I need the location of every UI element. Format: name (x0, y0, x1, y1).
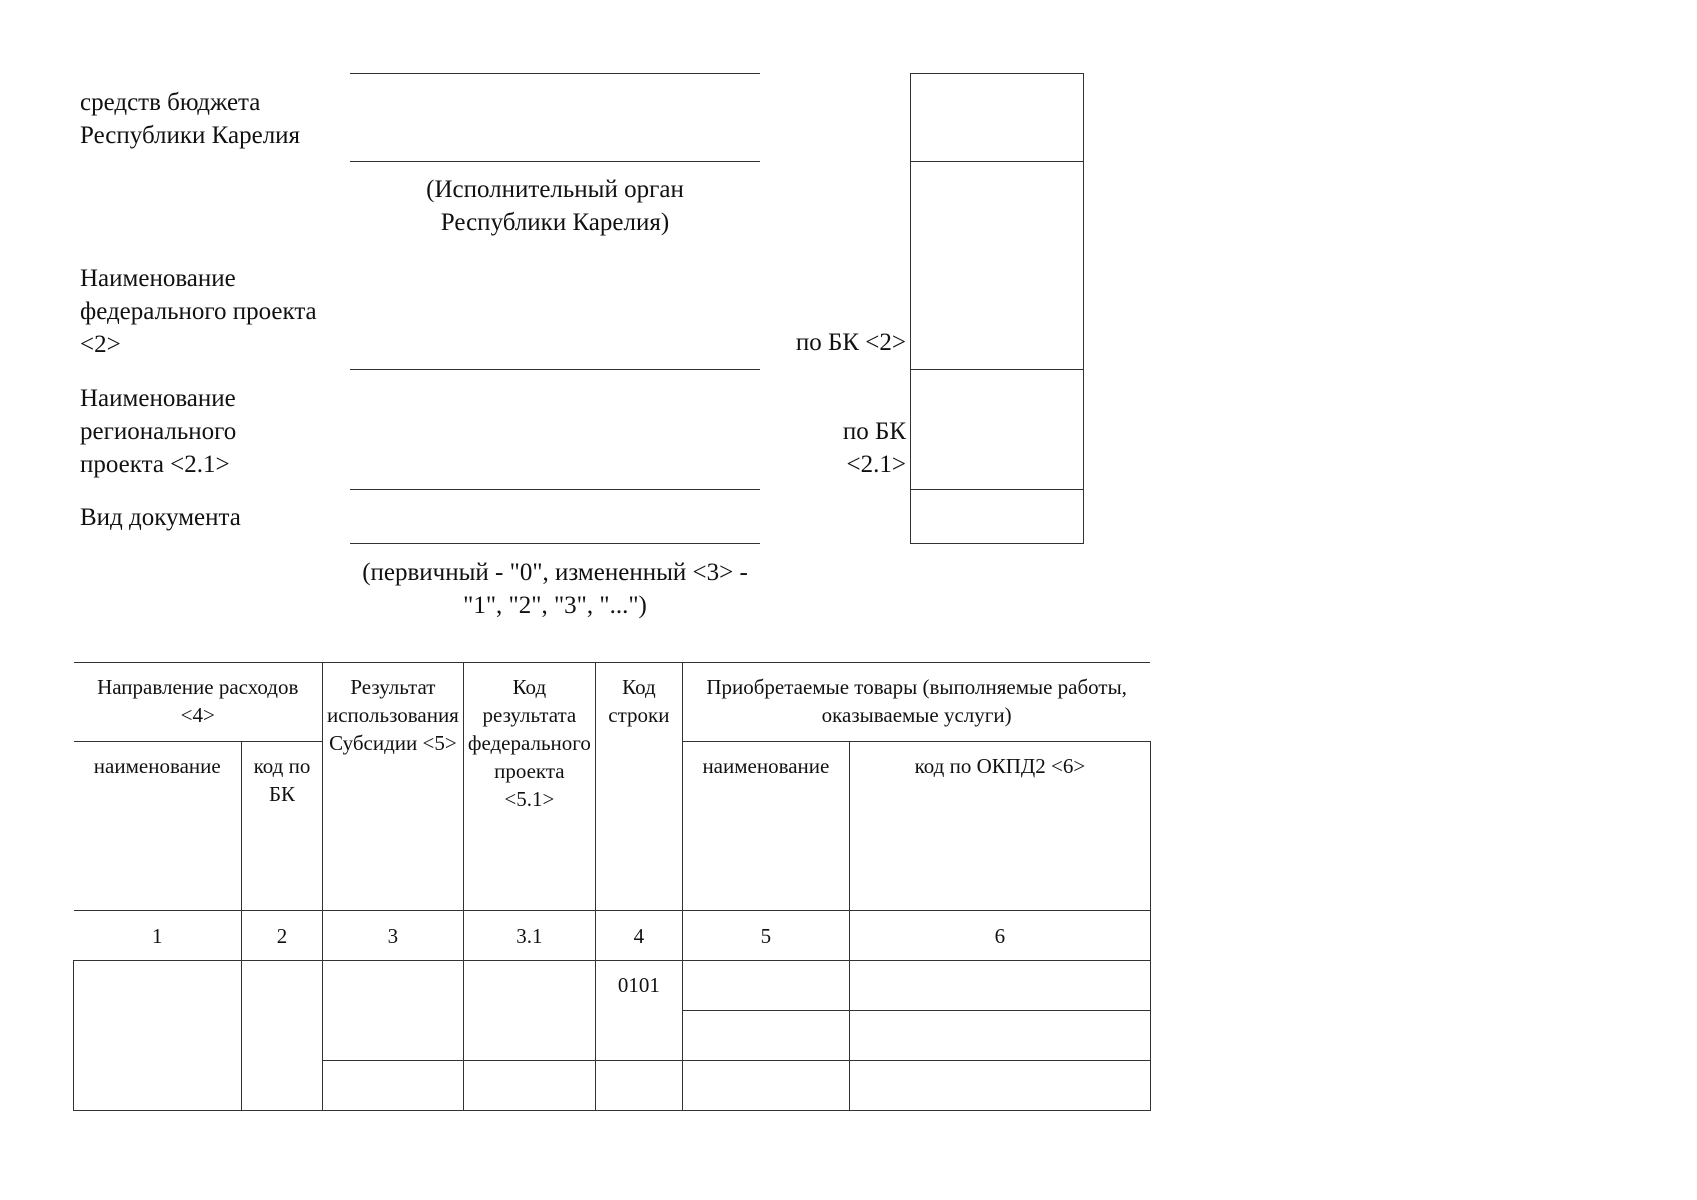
doc-type-caption: (первичный - "0", измененный <3> - "1", "2", "3", "...") (362, 559, 748, 619)
row-code-header: Код строки (595, 663, 682, 911)
regional-bk-label: по БК <2.1> (842, 418, 906, 478)
direction-bk-code-cell (242, 961, 323, 1111)
col-number-1: 1 (74, 911, 242, 961)
goods-name-header: наименование (682, 742, 849, 911)
code-box-doc-type (910, 489, 1084, 544)
column-numbers-row (74, 911, 1151, 961)
code-box-budget (910, 73, 1084, 162)
regional-project-label: Наименование регионального проекта <2.1> (80, 385, 237, 478)
result-code-header: Код результата федерального проекта <5.1> (463, 663, 595, 911)
result-code-cell (463, 961, 595, 1061)
result-cell-2 (323, 1061, 464, 1111)
goods-name-cell-2 (682, 1011, 849, 1061)
goods-group-header: Приобретаемые товары (выполняемые работы, оказываемые услуги) (682, 663, 1150, 742)
col-number-6: 6 (849, 911, 1150, 961)
direction-bk-code-header: код по БК (242, 742, 323, 911)
code-box-federal (910, 161, 1084, 370)
goods-name-cell-1 (682, 961, 849, 1011)
col-number-5: 5 (682, 911, 849, 961)
row-code-cell: 0101 (595, 961, 682, 1061)
doc-type-label: Вид документа (80, 504, 241, 531)
okpd-code-cell-3 (849, 1061, 1150, 1111)
col-number-3: 3 (323, 911, 464, 961)
executive-caption: (Исполнительный орган Республики Карелия) (426, 176, 684, 236)
direction-group-header: Направление расходов <4> (74, 663, 323, 742)
col-number-3-1: 3.1 (463, 911, 595, 961)
col-number-4: 4 (595, 911, 682, 961)
okpd-code-cell-1 (849, 961, 1150, 1011)
row-code-cell-2 (595, 1061, 682, 1111)
executive-field-line (350, 161, 760, 162)
result-cell (323, 961, 464, 1061)
data-row-a (74, 961, 1151, 1011)
doc-type-field-line (350, 543, 760, 544)
col-number-2: 2 (242, 911, 323, 961)
code-box-regional (910, 369, 1084, 490)
federal-bk-label: по БК <2> (795, 329, 906, 356)
header-row-1 (74, 663, 1151, 742)
budget-line-top (350, 73, 760, 74)
result-header: Результат использования Субсидии <5> (323, 663, 464, 911)
direction-name-cell (74, 961, 242, 1111)
regional-project-field-line (350, 489, 760, 490)
result-code-cell-2 (463, 1061, 595, 1111)
okpd-code-header: код по ОКПД2 <6> (849, 742, 1150, 911)
okpd-code-cell-2 (849, 1011, 1150, 1061)
goods-name-cell-3 (682, 1061, 849, 1111)
federal-project-label: Наименование федерального проекта <2> (80, 265, 317, 358)
direction-name-header: наименование (74, 742, 242, 911)
budget-label: средств бюджета Республики Карелия (80, 89, 301, 149)
expenses-table (73, 662, 1151, 1111)
federal-project-field-line (350, 369, 760, 370)
